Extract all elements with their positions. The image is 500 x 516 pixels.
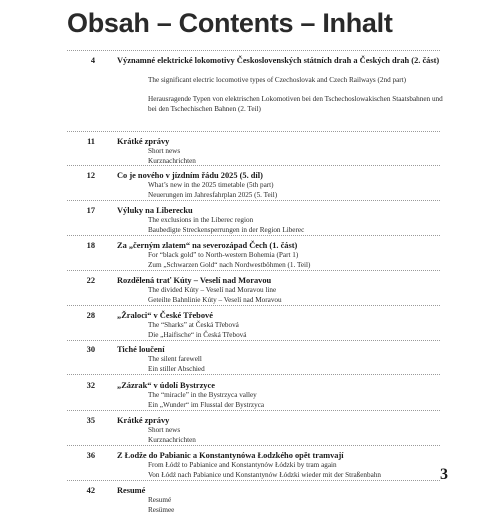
entry-title-czech: „Zázrak“ v údolí Bystrzyce	[117, 381, 215, 390]
entry-title-german: Kurznachrichten	[148, 436, 196, 444]
divider	[67, 50, 440, 51]
entry-title-english: The “Sharks” at Česká Třebová	[148, 321, 239, 329]
entry-page-number: 12	[86, 171, 95, 180]
entry-title-english: What’s new in the 2025 timetable (5th part)	[148, 181, 274, 189]
divider	[67, 480, 440, 481]
entry-title-czech: Výluky na Liberecku	[117, 206, 193, 215]
entry-title-german: Geteilte Bahnlinie Kúty – Veselí nad Moravou	[148, 296, 282, 304]
entry-title-english: The exclusions in the Liberec region	[148, 216, 254, 224]
entry-title-german: Baubedigte Streckensperrungen in der Region Liberec	[148, 226, 305, 234]
entry-title-english: Short news	[148, 147, 181, 155]
entry-page-number: 11	[87, 137, 95, 146]
divider	[67, 235, 440, 236]
divider	[67, 200, 440, 201]
entry-page-number: 28	[86, 311, 95, 320]
entry-page-number: 22	[86, 276, 95, 285]
entry-title-czech: „Žraloci“ v České Třebové	[117, 311, 213, 320]
entry-title-english: Short news	[148, 426, 181, 434]
entry-title-czech: Krátké zprávy	[117, 137, 170, 146]
divider	[67, 445, 440, 446]
entry-title-german: Von Łódź nach Pabianice und Konstantynów Łódzki wieder mit der Straßenbahn	[148, 471, 382, 479]
entry-title-czech: Co je nového v jízdním řádu 2025 (5. díl)	[117, 171, 263, 180]
entry-title-czech: Tiché loučení	[117, 345, 165, 354]
entry-title-czech: Resumé	[117, 486, 146, 495]
entry-title-english: Resumé	[148, 496, 172, 504]
divider	[67, 165, 440, 166]
entry-page-number: 4	[90, 56, 95, 65]
entry-title-english: The “miracle” in the Bystrzyca valley	[148, 391, 257, 399]
entry-title-german: Kurznachrichten	[148, 157, 196, 165]
entry-title-english: From Łódź to Pabianice and Konstantynów Łódzki by tram again	[148, 461, 337, 469]
page-title: Obsah – Contents – Inhalt	[67, 8, 393, 38]
divider	[67, 410, 440, 411]
divider	[67, 374, 440, 375]
entry-title-czech: Z Łodže do Pabianic a Konstantynówa Łodzkého opět tramvají	[117, 451, 344, 460]
entry-title-german: Ein „Wunder“ im Flusstal der Bystrzyca	[148, 401, 265, 409]
entry-title-english: The significant electric locomotive types of Czechoslovak and Czech Railways (2nd part)	[148, 76, 407, 84]
entry-title-english: The divided Kúty – Veselí nad Moravou line	[148, 286, 277, 294]
entry-title-german: Ein stiller Abschied	[148, 365, 205, 373]
entry-page-number: 42	[86, 486, 95, 495]
entry-title-czech: Krátké zprávy	[117, 416, 170, 425]
entry-page-number: 18	[86, 241, 95, 250]
divider	[67, 340, 440, 341]
entry-title-czech: Významné elektrické lokomotivy Československých státních drah a Českých drah (2. část)	[117, 56, 440, 65]
entry-title-czech: Rozdělená trať Kúty – Veselí nad Moravou	[117, 276, 272, 285]
page-number: 3	[440, 466, 448, 483]
entry-title-german: Neuerungen im Jahresfahrplan 2025 (5. Teil)	[148, 191, 278, 199]
entry-title-english: The silent farewell	[148, 355, 202, 363]
entry-title-english: For “black gold” to North-western Bohemia (Part 1)	[148, 251, 299, 259]
divider	[67, 270, 440, 271]
divider	[67, 131, 440, 132]
entry-page-number: 32	[86, 381, 95, 390]
entry-title-german: Zum „Schwarzen Gold“ nach Nordwestböhmen (1. Teil)	[148, 261, 311, 269]
entry-page-number: 30	[86, 345, 95, 354]
entry-title-german: Herausragende Typen von elektrischen Lokomotiven bei den Tschechoslowakischen Staatsbahnen und bei den Tschechischen Bahnen (2. Teil)	[148, 95, 443, 113]
entry-title-czech: Za „černým zlatem“ na severozápad Čech (1. část)	[117, 241, 298, 250]
entry-page-number: 35	[86, 416, 95, 425]
entry-page-number: 17	[86, 206, 95, 215]
divider	[67, 305, 440, 306]
entry-title-german: Die „Haifische“ in Česká Třebová	[148, 331, 247, 339]
entry-page-number: 36	[86, 451, 95, 460]
entry-title-german: Resümee	[148, 506, 175, 514]
